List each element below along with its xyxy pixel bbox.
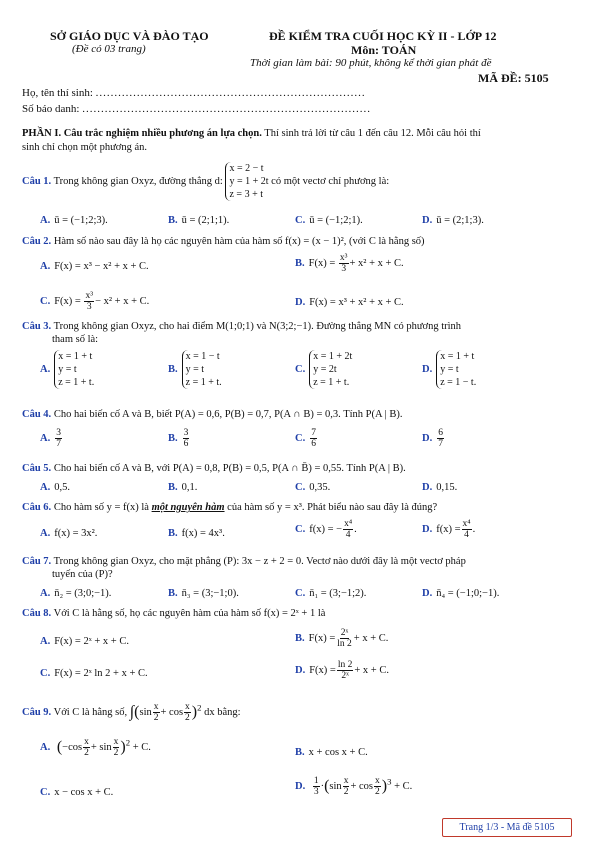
q9-option-d[interactable]: D. $\frac{1}{3}$ ·(sin $\frac{x}{2}$ + cos $\frac{x}{2}$ )$^3$ + C. <box>295 776 413 797</box>
q9-option-a[interactable]: A. (−cos $\frac{x}{2}$ + sin $\frac{x}{2}$ )$^2$ + C. <box>40 737 151 758</box>
q7-option-b[interactable]: B. n̄₃ = (3;−1;0). <box>168 588 239 599</box>
q9-tail: dx bằng: <box>204 706 241 718</box>
q9-text: Với C là hằng số, <box>53 706 128 718</box>
q7-option-c[interactable]: C. n̄₁ = (3;−1;2). <box>295 588 367 599</box>
q1-b-text: ū = (2;1;1). <box>181 215 230 226</box>
question-2 <box>22 236 425 247</box>
time-limit: Thời gian làm bài: 90 phút, không kể thời gian phát đề <box>250 57 492 69</box>
q2-b-fraction: $\frac{\text{x³}}{3}$ <box>339 253 348 274</box>
q4-label: Câu 4. <box>22 409 52 420</box>
student-id-label: Số báo danh: <box>22 103 80 115</box>
student-name-dots: ........................................................................ <box>95 87 366 99</box>
q2-option-b[interactable]: B. F(x) = $\frac{\text{x³}}{3}$ + x² + x + C. <box>295 253 404 274</box>
q5-option-d[interactable]: D. 0,15. <box>422 482 458 493</box>
exam-code: MÃ ĐỀ: 5105 <box>478 71 549 85</box>
q3-text-2: tham số là: <box>52 334 99 345</box>
q1-system <box>225 162 268 201</box>
q7-text-2: tuyến của (P)? <box>52 569 113 580</box>
q6-label: Câu 6. <box>22 502 52 513</box>
q3-option-c[interactable]: C. x = 1 + 2t y = 2t z = 1 + t. <box>295 351 353 388</box>
q6-option-b[interactable]: B. f(x) = 4x³. <box>168 528 225 539</box>
part1-heading <box>22 128 481 139</box>
q9-integral: ∫(sin $\frac{x}{2}$ + cos $\frac{x}{2}$ )$^2$ <box>129 702 202 723</box>
q6-text-post: của hàm số y = x³. Phát biểu nào sau đây là đúng? <box>227 502 438 513</box>
q6-text-pre: Cho hàm số y = f(x) là <box>53 502 149 513</box>
q2-b-pre: F(x) = <box>308 257 336 269</box>
q8-option-c[interactable]: C. F(x) = 2ˣ ln 2 + x + C. <box>40 668 148 679</box>
q3-text: Trong không gian Oxyz, cho hai điểm M(1;0;1) và N(3;2;−1). Đường thẳng MN có phương trình <box>53 321 462 332</box>
question-7 <box>22 556 466 567</box>
q6-option-c[interactable]: C. f(x) = − $\frac{\text{x⁴}}{4}$ . <box>295 519 357 540</box>
q1-a-text: ū = (−1;2;3). <box>54 215 108 226</box>
q3-option-b[interactable]: B. x = 1 − t y = t z = 1 + t. <box>168 351 222 388</box>
q8-option-a[interactable]: A. F(x) = 2ˣ + x + C. <box>40 636 129 647</box>
q6-option-a[interactable]: A. f(x) = 3x². <box>40 528 98 539</box>
q1-label: Câu 1. <box>22 175 52 187</box>
q1-eq-x: x = 2 − t <box>229 163 264 174</box>
q1-eq-y: y = 1 + 2t <box>229 176 269 187</box>
exam-title: ĐỀ KIỂM TRA CUỐI HỌC KỲ II - LỚP 12 <box>269 29 497 43</box>
q1-option-a[interactable]: A. ū = (−1;2;3). <box>40 215 108 226</box>
department: SỞ GIÁO DỤC VÀ ĐÀO TẠO <box>50 29 209 43</box>
question-6 <box>22 502 437 513</box>
q1-option-d[interactable]: D. ū = (2;1;3). <box>422 215 484 226</box>
question-4 <box>22 409 403 420</box>
q1-c-text: ū = (−1;2;1). <box>309 215 363 226</box>
q8-label: Câu 8. <box>22 608 52 619</box>
q4-text: Cho hai biến cố A và B, biết P(A) = 0,6, P(B) = 0,7, P(A ∩ B) = 0,3. Tính P(A | B). <box>53 409 403 420</box>
q1-tail: có một vectơ chỉ phương là: <box>271 175 390 187</box>
subject: Môn: TOÁN <box>351 43 417 57</box>
q7-label: Câu 7. <box>22 556 52 567</box>
q4-option-b[interactable]: B. $\frac{3}{6}$ <box>168 428 189 449</box>
q5-text: Cho hai biến cố A và B, với P(A) = 0,8, P(B) = 0,5, P(A ∩ B̄) = 0,55. Tính P(A | B). <box>53 463 406 474</box>
student-name-label: Họ, tên thí sinh: <box>22 87 93 99</box>
q2-text: Hàm số nào sau đây là họ các nguyên hàm của hàm số f(x) = (x − 1)², (với C là hằng số) <box>53 236 425 247</box>
page-footer: Trang 1/3 - Mã đề 5105 <box>442 818 572 837</box>
q9-option-b[interactable]: B. x + cos x + C. <box>295 747 368 758</box>
q2-option-d[interactable]: D. F(x) = x³ + x² + x + C. <box>295 297 404 308</box>
q3-option-a[interactable]: A. x = 1 + t y = t z = 1 + t. <box>40 351 95 388</box>
q8-text: Với C là hằng số, họ các nguyên hàm của hàm số f(x) = 2ˣ + 1 là <box>53 608 326 619</box>
q2-b-post: + x² + x + C. <box>349 257 404 269</box>
question-1 <box>22 162 389 201</box>
q1-text: Trong không gian Oxyz, đường thẳng d: <box>53 175 223 187</box>
q2-label: Câu 2. <box>22 236 52 247</box>
q3-label: Câu 3. <box>22 321 52 332</box>
q7-option-d[interactable]: D. n̄₄ = (−1;0;−1). <box>422 588 500 599</box>
q6-option-d[interactable]: D. f(x) = $\frac{\text{x⁴}}{4}$ . <box>422 519 476 540</box>
student-name-line <box>22 87 366 99</box>
q2-c-post: − x² + x + C. <box>95 295 150 307</box>
part1-desc-2: sinh chỉ chọn một phương án. <box>22 142 147 153</box>
q9-option-c[interactable]: C. x − cos x + C. <box>40 787 114 798</box>
q5-option-c[interactable]: C. 0,35. <box>295 482 331 493</box>
q4-option-a[interactable]: A. $\frac{3}{7}$ <box>40 428 61 449</box>
q5-option-a[interactable]: A. 0,5. <box>40 482 70 493</box>
q4-option-c[interactable]: C. $\frac{7}{6}$ <box>295 428 316 449</box>
q1-eq-z: z = 3 + t <box>229 189 263 200</box>
q4-option-d[interactable]: D. $\frac{6}{7}$ <box>422 428 443 449</box>
q8-option-d[interactable]: D. F(x) = $\frac{\ln 2}{\text{2ˣ}}$ + x + C. <box>295 660 389 681</box>
question-5 <box>22 463 406 474</box>
student-id-dots: ............................................................................. <box>82 103 371 115</box>
q2-a-text: F(x) = x³ − x² + x + C. <box>54 261 149 272</box>
page-count: (Đề có 03 trang) <box>72 43 146 55</box>
q6-text-emphasis: một nguyên hàm <box>151 502 225 513</box>
q9-label: Câu 9. <box>22 706 52 718</box>
part1-desc: Thí sinh trả lời từ câu 1 đến câu 12. Mỗi câu hỏi thí <box>264 128 481 139</box>
q1-option-b[interactable]: B. ū = (2;1;1). <box>168 215 230 226</box>
question-8 <box>22 608 325 619</box>
question-3 <box>22 321 461 332</box>
q2-option-a[interactable]: A. F(x) = x³ − x² + x + C. <box>40 261 149 272</box>
q7-text: Trong không gian Oxyz, cho mặt phẳng (P): 3x − z + 2 = 0. Vectơ nào dưới đây là một vectơ pháp <box>53 556 466 567</box>
q2-option-c[interactable]: C. F(x) = $\frac{\text{x³}}{3}$ − x² + x + C. <box>40 291 150 312</box>
q5-label: Câu 5. <box>22 463 52 474</box>
question-9 <box>22 702 241 723</box>
q2-c-fraction: $\frac{\text{x³}}{3}$ <box>85 291 94 312</box>
q8-option-b[interactable]: B. F(x) = $\frac{\text{2ˣ}}{\ln 2}$ + x + C. <box>295 628 389 649</box>
q7-option-a[interactable]: A. n̄₂ = (3;0;−1). <box>40 588 112 599</box>
part1-title: PHẦN I. Câu trắc nghiệm nhiều phương án lựa chọn. <box>22 128 262 139</box>
q2-d-text: F(x) = x³ + x² + x + C. <box>309 297 404 308</box>
q5-option-b[interactable]: B. 0,1. <box>168 482 198 493</box>
student-id-line <box>22 103 371 115</box>
q2-c-pre: F(x) = <box>54 295 81 307</box>
q3-option-d[interactable]: D. x = 1 + t y = t z = 1 − t. <box>422 351 477 388</box>
q1-option-c[interactable]: C. ū = (−1;2;1). <box>295 215 363 226</box>
q1-d-text: ū = (2;1;3). <box>436 215 484 226</box>
